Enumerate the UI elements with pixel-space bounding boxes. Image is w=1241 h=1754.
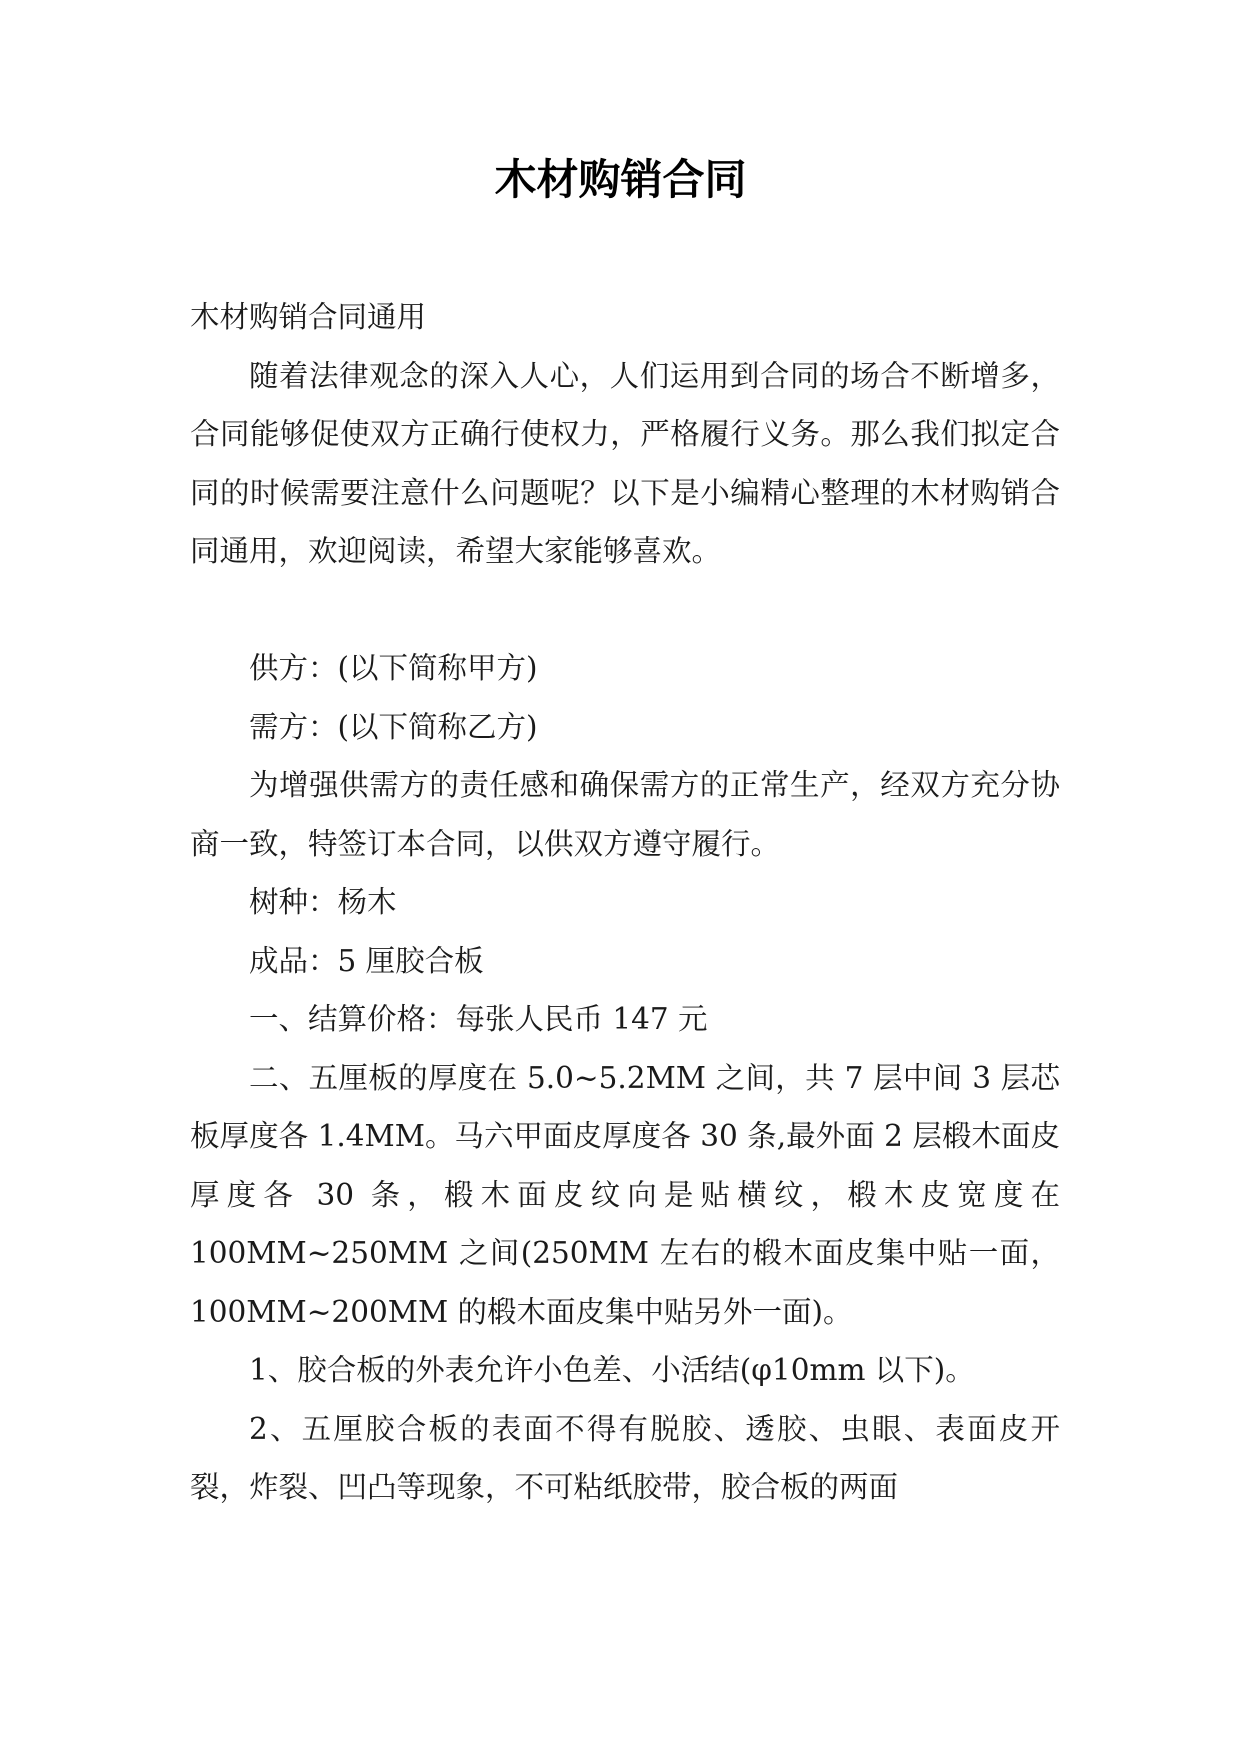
paragraph: 需方：(以下简称乙方) [249, 709, 538, 744]
paragraph: 树种：杨木 [249, 885, 397, 919]
paragraph: 二、五厘板的厚度在 5.0~5.2MM 之间，共 7 层中间 3 层芯板厚度各 1.4MM。马六甲面皮厚度各 30 条,最外面 2 层椴木面皮厚度各 30 条，椴木面皮纹向是贴横纹，椴木皮宽度在 100MM~250MM 之间(250MM 左右的椴木面皮集中贴一面，100MM~200MM 的椴木面皮集中贴另外一面)。 [190, 1060, 1060, 1329]
paragraph: 2、五厘胶合板的表面不得有脱胶、透胶、虫眼、表面皮开裂，炸裂、凹凸等现象，不可粘纸胶带，胶合板的两面 [190, 1411, 1060, 1504]
document-title: 木材购销合同 [494, 155, 747, 204]
paragraph: 成品：5 厘胶合板 [249, 943, 484, 978]
paragraph: 一、结算价格：每张人民币 147 元 [249, 1002, 708, 1036]
document-body [190, 288, 1060, 1517]
paragraph: 木材购销合同通用 [190, 300, 427, 334]
paragraph: 1、胶合板的外表允许小色差、小活结(φ10mm 以下)。 [249, 1353, 975, 1387]
paragraph: 随着法律观念的深入人心，人们运用到合同的场合不断增多，合同能够促使双方正确行使权力，严格履行义务。那么我们拟定合同的时候需要注意什么问题呢？以下是小编精心整理的木材购销合同通用，欢迎阅读，希望大家能够喜欢。 [190, 358, 1060, 568]
paragraph-spacer [190, 581, 1060, 640]
paragraph: 为增强供需方的责任感和确保需方的正常生产，经双方充分协商一致，特签订本合同，以供双方遵守履行。 [190, 768, 1060, 861]
paragraph: 供方：(以下简称甲方) [249, 651, 538, 685]
